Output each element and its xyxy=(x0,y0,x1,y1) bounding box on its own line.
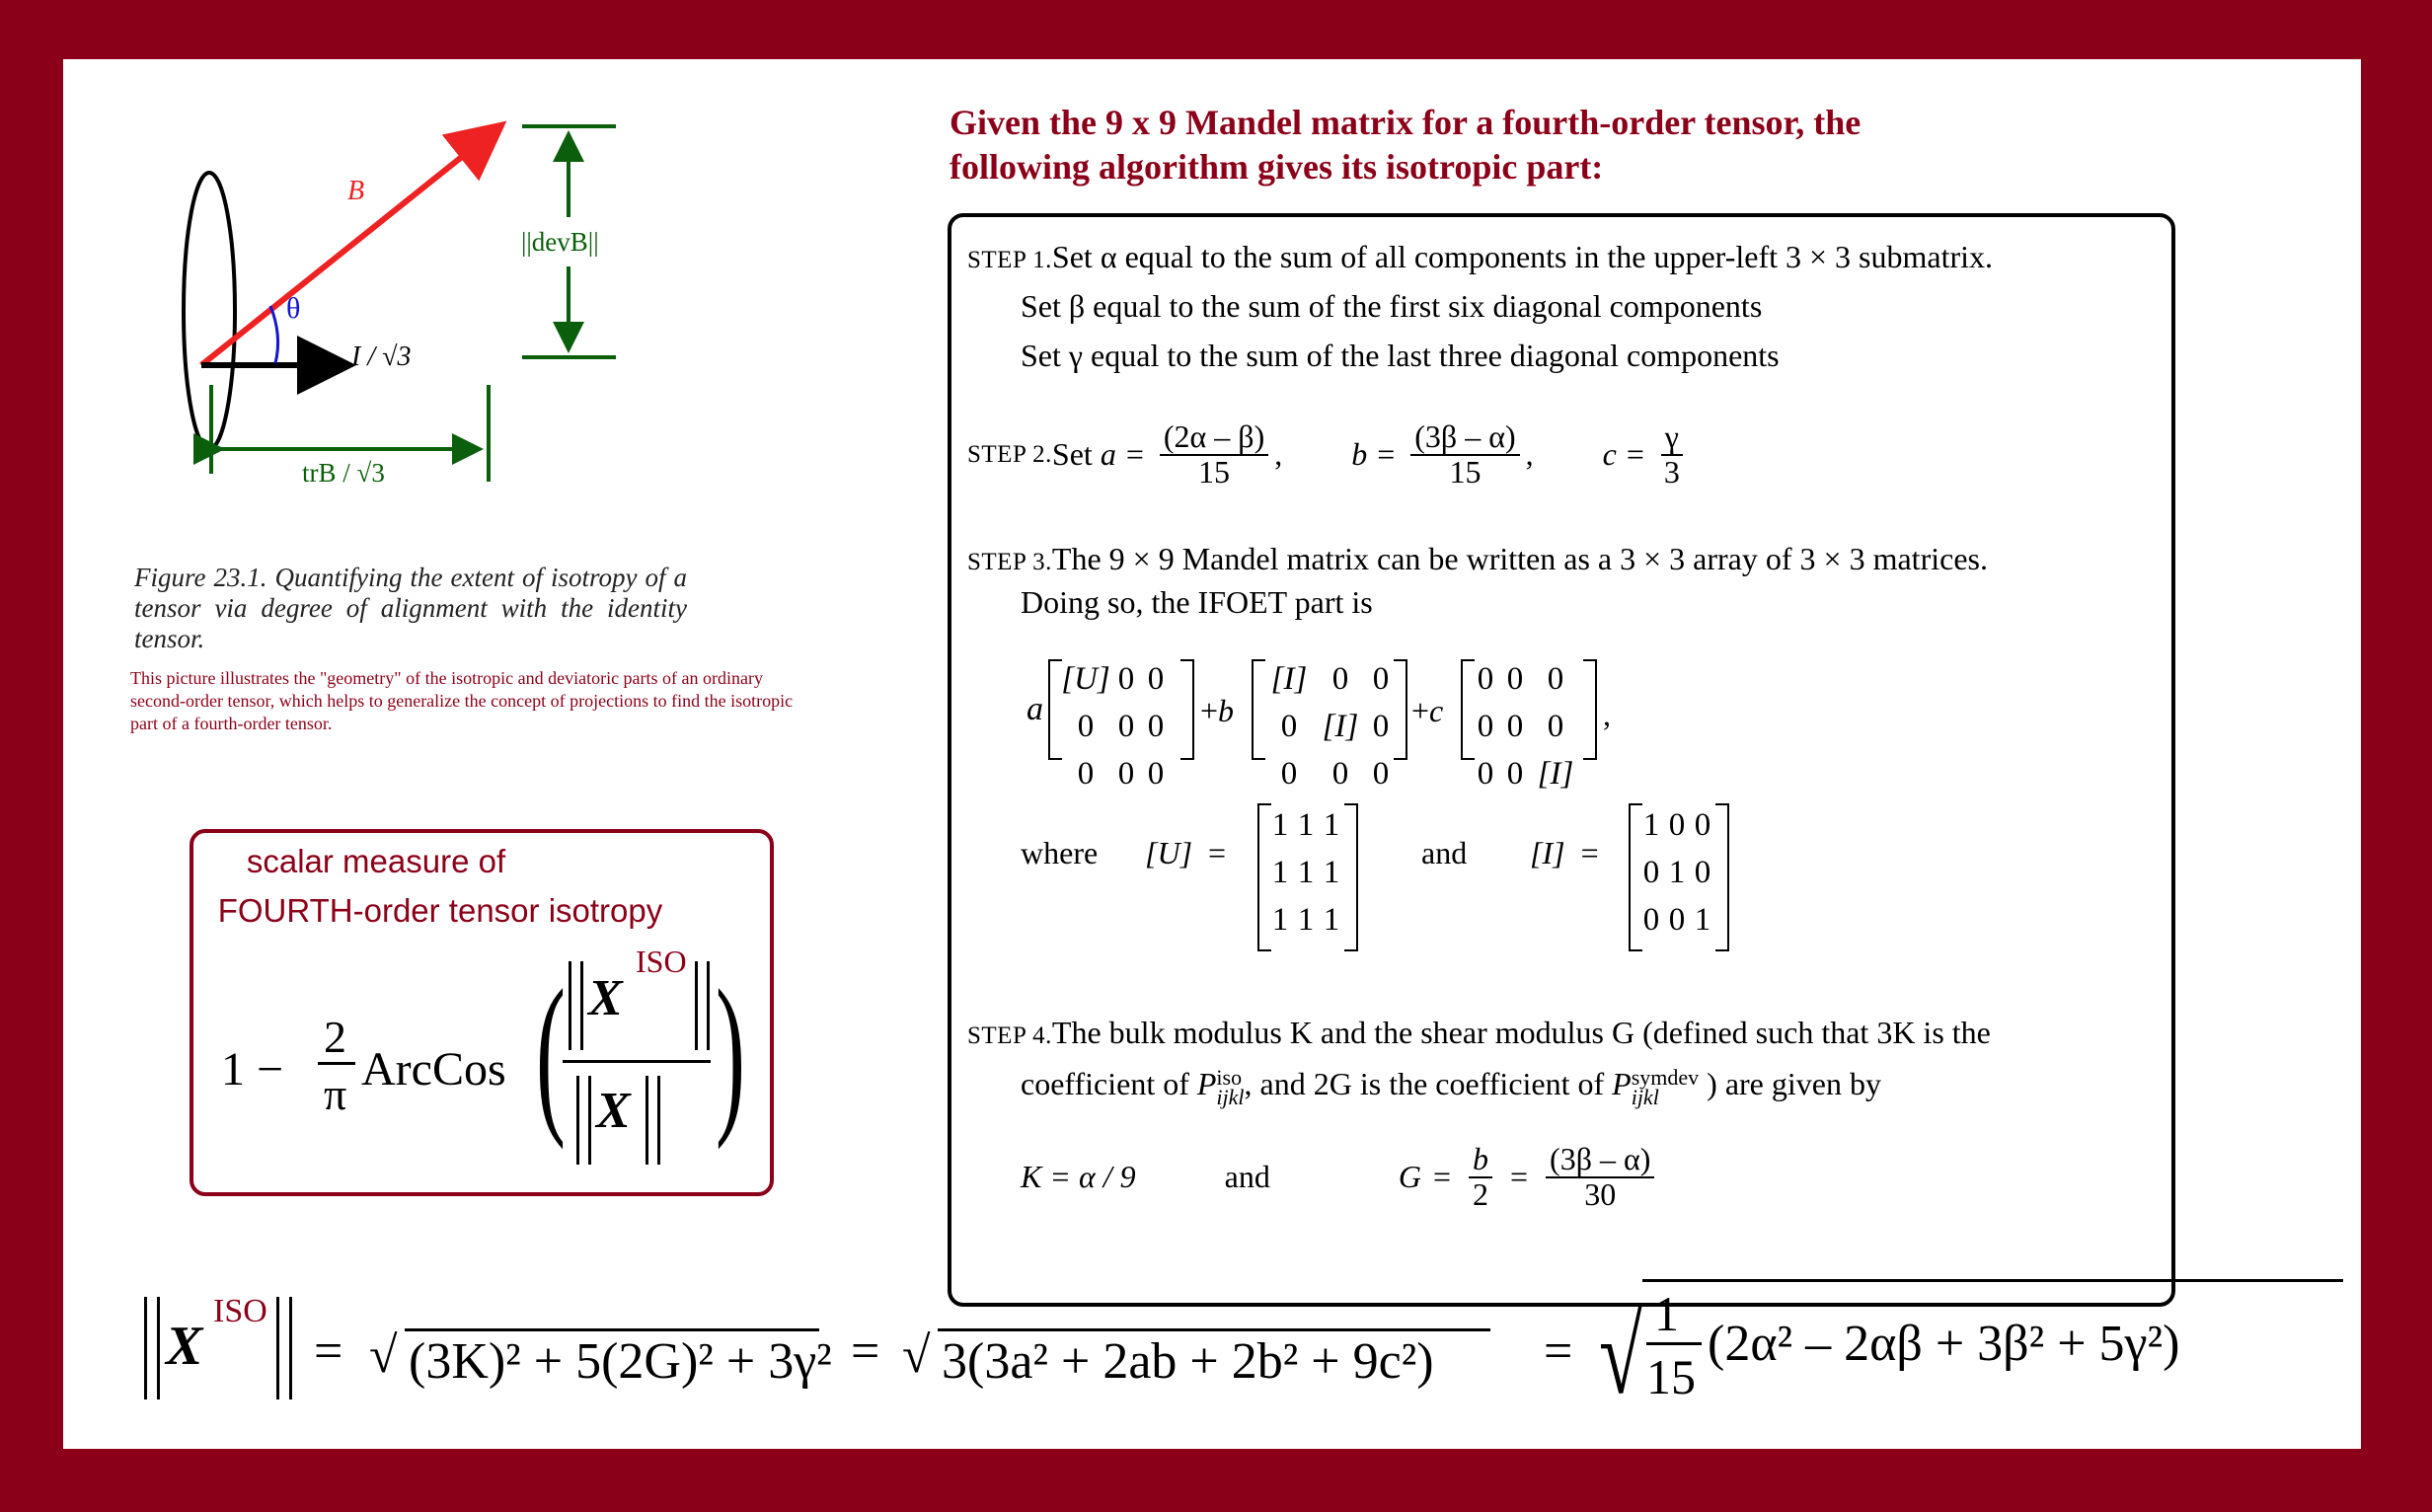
tensor-B-arrow xyxy=(201,128,497,365)
U-label: [U] = xyxy=(1145,835,1227,870)
matrix-cell: 1 xyxy=(1271,902,1289,938)
matrix-cell: 0 xyxy=(1117,661,1135,697)
matrix-cell: 0 xyxy=(1117,756,1135,792)
matrix-cell: 0 xyxy=(1372,709,1390,744)
matrix-cell: 0 xyxy=(1506,661,1524,697)
matrix-cell: 0 xyxy=(1077,756,1095,792)
plus-b: +b xyxy=(1200,693,1235,728)
matrix-cell: 0 xyxy=(1372,661,1390,697)
step-1-line-1: STEP 1.Set α equal to the sum of all components in the upper-left 3 × 3 submatrix. xyxy=(967,239,1994,274)
heading-line-2: following algorithm gives its isotropic part: xyxy=(950,147,1604,187)
figure-note: This picture illustrates the "geometry" of the isotropic and deviatoric parts of an ordinary second-order tensor, which helps to generalize the concept of projections to find the isotropic part of a fourth-order tensor. xyxy=(130,668,794,733)
matrix-cell: 0 xyxy=(1280,709,1298,744)
matrix-cell: 1 xyxy=(1297,807,1315,843)
matrix-cell: 0 xyxy=(1280,756,1298,792)
label-trace: trB / √3 xyxy=(302,458,385,488)
scalar-title-2: FOURTH-order tensor isotropy xyxy=(217,892,663,929)
scalar-formula: 1 − 2 π ArcCos ( ) X ISO X xyxy=(221,942,754,1178)
I-label: [I] = xyxy=(1530,835,1599,870)
matrix-cell: 0 xyxy=(1547,661,1564,697)
matrix-cell: 0 xyxy=(1477,661,1494,697)
matrix-cell: 0 xyxy=(1642,855,1660,890)
matrix-c xyxy=(1471,661,1581,803)
matrix-cell: 0 xyxy=(1331,661,1349,697)
matrix-cell: [U] xyxy=(1061,661,1110,697)
matrix-cell: 0 xyxy=(1331,756,1349,792)
bottom-equation: X ISO = √ (3K)² + 5(2G)² + 3γ² = √ 3(3a² + 2ab + 2b² + 9c²) = √ 1 15 (2α² – 2αβ + 3β² + 5γ²) xyxy=(122,1273,2353,1441)
plus-c: +c xyxy=(1411,693,1444,728)
eq3: (2α² – 2αβ + 3β² + 5γ²) xyxy=(1708,1316,2180,1372)
matrix-cell: 1 xyxy=(1323,855,1340,890)
step-4-line-2: coefficient of P iso ijkl , and 2G is the coefficient of P symdev ijkl ) are given by xyxy=(1021,1064,1881,1109)
scalar-title-1: scalar measure of xyxy=(246,843,506,879)
figure-caption: Figure 23.1. Quantifying the extent of isotropy of a tensor via degree of alignment with the identity tensor. xyxy=(134,563,687,653)
coef-a: a xyxy=(1026,691,1043,727)
scalar-measure-box xyxy=(190,829,774,1196)
step-1-line-3: Set γ equal to the sum of the last three diagonal components xyxy=(1021,338,1780,373)
matrix-cell: 0 xyxy=(1694,855,1711,890)
step-4-line-1: STEP 4.The bulk modulus K and the shear modulus G (defined such that 3K is the xyxy=(967,1015,1991,1050)
page-sheet xyxy=(63,59,2361,1449)
eq1: (3K)² + 5(2G)² + 3γ² xyxy=(409,1333,832,1390)
matrix-cell: 1 xyxy=(1271,807,1289,843)
step-2: STEP 2. Set a = $\frac{(2\alpha - \beta)}{15}$ , b = $\frac{(3\beta - \alpha)}{15}$ , c = $\frac{\gamma}{3}$ xyxy=(967,420,1690,489)
matrix-cell: 0 xyxy=(1077,709,1095,744)
matrix-cell: 1 xyxy=(1668,855,1686,890)
matrix-cell: 1 xyxy=(1323,807,1340,843)
matrix-cell: 1 xyxy=(1297,855,1315,890)
matrix-I xyxy=(1638,807,1715,949)
matrix-cell: 1 xyxy=(1642,807,1660,843)
matrix-cell: 0 xyxy=(1506,756,1524,792)
theta-arc xyxy=(270,306,278,363)
matrix-cell: 0 xyxy=(1477,709,1494,744)
matrix-cell: [I] xyxy=(1537,756,1574,792)
matrix-cell: 0 xyxy=(1547,709,1564,744)
matrix-cell: 0 xyxy=(1477,756,1494,792)
tensor-geometry-figure xyxy=(63,59,754,572)
matrix-cell: 0 xyxy=(1147,709,1165,744)
label-dev: ||devB|| xyxy=(521,227,599,257)
algorithm-heading xyxy=(950,101,1861,189)
matrix-cell: 1 xyxy=(1694,902,1711,938)
matrix-cell: 1 xyxy=(1297,902,1315,938)
algorithm-box: STEP 1.Set α equal to the sum of all components in the upper-left 3 × 3 submatrix. Set β equal to the sum of the first six diagonal components Set γ equal to the sum of the last three diagonal components STEP 2. Set a = $\frac{(2\alpha - \beta)}{15}$ , b = $\frac{(3\beta - \alpha)}{15}$ , c = $\frac{\gamma}{3}$ STEP 3.The 9 × 9 Mandel matrix can be written as a 3 × 3 array of 3 × 3 matrices. Doing so, the IFOET part is a [U] 0 0 0 0 0 0 0 0 +b [I] 0 0 0 [I] 0 0 0 0 +c 0 0 0 0 0 0 0 0 [I] , where [U] = 1 1 1 1 1 1 1 1 1 and [I] = 1 0 0 0 1 0 0 0 1 STEP 4.The bulk modulus K and the shear modulus G (defined such that 3K is the coefficient of P iso ijkl , and 2G is the coefficient of P symdev ijkl ) are given by K = α / 9 and G = $\frac{b}{2}$ = $\frac{(3\beta - \alpha)}{30}$ xyxy=(948,213,2175,1307)
matrix-cell: [I] xyxy=(1270,661,1308,697)
step-3-line-2: Doing so, the IFOET part is xyxy=(1021,584,1373,620)
matrix-cell: 0 xyxy=(1147,661,1165,697)
and-label: and xyxy=(1421,835,1468,870)
matrix-cell: 1 xyxy=(1323,902,1340,938)
matrix-U xyxy=(1267,807,1344,949)
matrix-b xyxy=(1263,661,1396,803)
step-1-line-2: Set β equal to the sum of the first six diagonal components xyxy=(1021,288,1763,324)
matrix-cell: 0 xyxy=(1506,709,1524,744)
matrix-cell: 0 xyxy=(1668,807,1686,843)
eq2: 3(3a² + 2ab + 2b² + 9c²) xyxy=(942,1333,1434,1390)
label-B: B xyxy=(347,176,365,206)
matrix-cell: 0 xyxy=(1372,756,1390,792)
step-4-formulas: K = α / 9 and G = $\frac{b}{2}$ = $\frac{(3\beta - \alpha)}{30}$ xyxy=(1021,1143,1660,1211)
matrix-cell: 1 xyxy=(1271,855,1289,890)
label-theta: θ xyxy=(286,292,301,325)
matrix-a xyxy=(1060,661,1171,803)
matrix-cell: [I] xyxy=(1322,709,1359,744)
matrix-cell: 0 xyxy=(1668,902,1686,938)
step-3-line-1: STEP 3.The 9 × 9 Mandel matrix can be written as a 3 × 3 array of 3 × 3 matrices. xyxy=(967,541,1988,576)
label-identity: I / √3 xyxy=(351,341,412,372)
where-label: where xyxy=(1021,835,1099,870)
matrix-cell: 0 xyxy=(1694,807,1711,843)
matrix-cell: 0 xyxy=(1147,756,1165,792)
matrix-cell: 0 xyxy=(1642,902,1660,938)
heading-line-1: Given the 9 x 9 Mandel matrix for a fourth-order tensor, the xyxy=(950,103,1862,142)
matrix-cell: 0 xyxy=(1117,709,1135,744)
